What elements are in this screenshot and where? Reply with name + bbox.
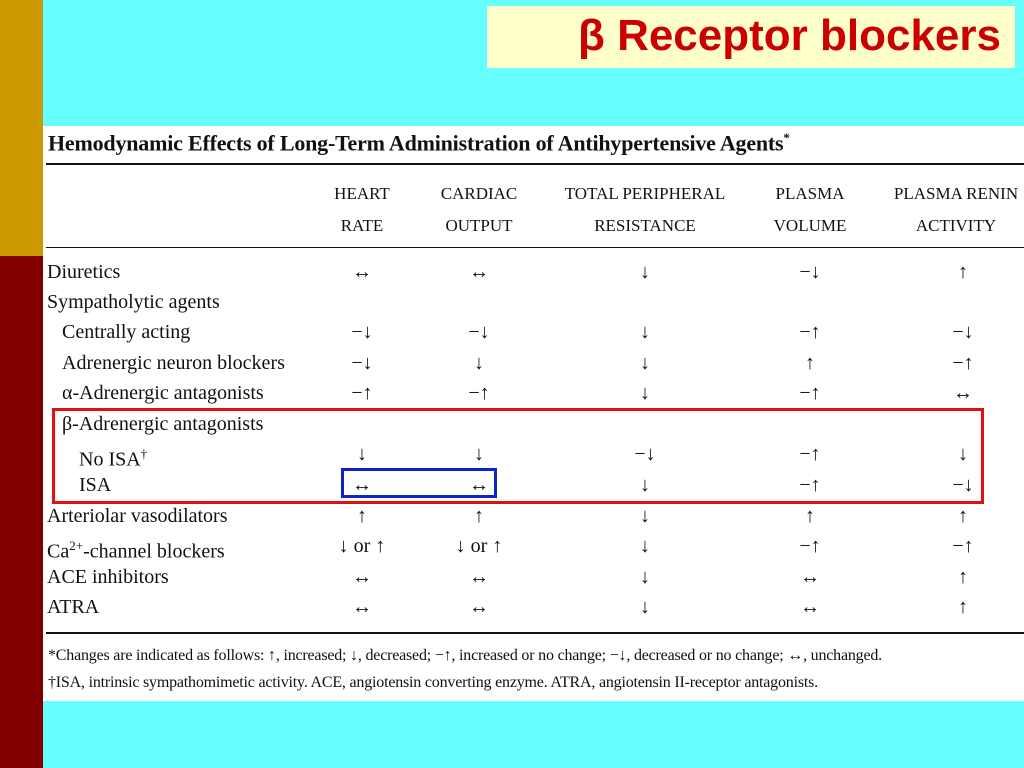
row-label: ATRA (47, 596, 100, 618)
cell-total-peripheral-resistance: ↓ (640, 505, 650, 527)
header-heart-rate (322, 178, 402, 242)
row-label: ACE inhibitors (47, 566, 169, 588)
row-label-text: No ISA (79, 448, 141, 471)
row-label-suffix: -channel blockers (83, 540, 225, 563)
row-label: Adrenergic neuron blockers (62, 352, 285, 374)
cell-total-peripheral-resistance: ↓ (640, 596, 650, 618)
cell-plasma-volume: −↑ (799, 382, 821, 404)
header-plasma-volume (760, 178, 860, 242)
row-label: Arteriolar vasodilators (47, 505, 228, 527)
cell-plasma-renin-activity: −↑ (952, 352, 974, 374)
table-row-arteriolar-vasodilators (43, 501, 1024, 531)
cell-heart-rate: ↓ or ↑ (338, 535, 386, 557)
table-row-sympatholytic-agents (43, 287, 1024, 317)
row-label-text: Ca (47, 540, 70, 563)
cell-heart-rate: ↔ (352, 596, 372, 618)
header-line2: RATE (340, 216, 384, 235)
cell-plasma-volume: −↑ (799, 321, 821, 343)
cell-cardiac-output: −↑ (468, 382, 490, 404)
table-row-ace-inhibitors (43, 562, 1024, 592)
cell-plasma-renin-activity: ↑ (958, 505, 968, 527)
footnote-abbreviations: †ISA, intrinsic sympathomimetic activity. ACE, angiotensin converting enzyme. ATRA, angiotensin II-receptor antagonists. (48, 674, 818, 691)
header-total-peripheral-resistance (560, 178, 730, 242)
top-rule (46, 163, 1024, 165)
cell-total-peripheral-resistance: ↓ (640, 352, 650, 374)
cell-total-peripheral-resistance: ↓ (640, 535, 650, 557)
cell-heart-rate: −↓ (351, 352, 373, 374)
cell-heart-rate: ↓ (357, 443, 367, 465)
slide-title-box (487, 6, 1015, 68)
cell-cardiac-output: ↓ (474, 443, 484, 465)
footnote-changes: *Changes are indicated as follows: ↑, increased; ↓, decreased; −↑, increased or no change; −↓, decreased or no change; ↔, unchanged. (48, 647, 882, 664)
row-label: Sympatholytic agents (47, 291, 220, 313)
cell-plasma-volume: ↑ (805, 352, 815, 374)
cell-total-peripheral-resistance: ↓ (640, 474, 650, 496)
slide-title: β Receptor blockers (577, 11, 1001, 60)
cell-plasma-volume: ↔ (800, 596, 820, 618)
cell-cardiac-output: ↔ (469, 261, 489, 283)
cell-total-peripheral-resistance: −↓ (634, 443, 656, 465)
cell-plasma-volume: −↑ (799, 474, 821, 496)
isa-unchanged-highlight-box (341, 468, 497, 498)
beta-blocker-highlight-box (52, 408, 984, 504)
cell-total-peripheral-resistance: ↓ (640, 261, 650, 283)
row-label-mark: † (140, 446, 148, 461)
cell-plasma-volume: ↔ (800, 566, 820, 588)
table-title-mark: * (783, 130, 790, 145)
cell-heart-rate: −↑ (351, 382, 373, 404)
cell-cardiac-output: ↓ or ↑ (455, 535, 503, 557)
cell-plasma-renin-activity: −↑ (952, 535, 974, 557)
header-line2: OUTPUT (445, 216, 513, 235)
header-line2: ACTIVITY (915, 216, 997, 235)
cell-cardiac-output: ↔ (469, 474, 489, 496)
table-title-text: Hemodynamic Effects of Long-Term Administration of Antihypertensive Agents (48, 130, 784, 156)
header-plasma-renin-activity (888, 178, 1024, 242)
cell-heart-rate: −↓ (351, 321, 373, 343)
header-line1: CARDIAC (440, 184, 518, 203)
header-line1: TOTAL PERIPHERAL (564, 184, 726, 203)
cell-total-peripheral-resistance: ↓ (640, 321, 650, 343)
cell-plasma-renin-activity: ↑ (958, 596, 968, 618)
cell-plasma-renin-activity: ↓ (958, 443, 968, 465)
row-label: Diuretics (47, 261, 121, 283)
header-rule (46, 247, 1024, 248)
bottom-rule (46, 632, 1024, 634)
row-label: ISA (79, 474, 112, 496)
cell-cardiac-output: ↔ (469, 596, 489, 618)
cell-plasma-volume: ↑ (805, 505, 815, 527)
row-label: Centrally acting (62, 321, 191, 343)
cell-heart-rate: ↔ (352, 566, 372, 588)
cell-plasma-renin-activity: ↑ (958, 566, 968, 588)
header-line2: VOLUME (773, 216, 847, 235)
cell-plasma-volume: −↑ (799, 443, 821, 465)
cell-plasma-renin-activity: −↓ (952, 474, 974, 496)
header-line2: RESISTANCE (594, 216, 696, 235)
cell-total-peripheral-resistance: ↓ (640, 566, 650, 588)
header-line1: HEART (334, 184, 390, 203)
header-line1: PLASMA (775, 184, 845, 203)
table-row-centrally-acting (43, 317, 1024, 347)
table-row-alpha-adrenergic-antagonists (43, 378, 1024, 408)
cell-heart-rate: ↔ (352, 474, 372, 496)
cell-cardiac-output: ↔ (469, 566, 489, 588)
cell-heart-rate: ↔ (352, 261, 372, 283)
left-accent-bar-maroon (0, 256, 43, 768)
table-row-atra (43, 592, 1024, 622)
cell-total-peripheral-resistance: ↓ (640, 382, 650, 404)
cell-plasma-renin-activity: ↔ (953, 382, 973, 404)
table-title (48, 130, 790, 156)
cell-cardiac-output: −↓ (468, 321, 490, 343)
row-label: α-Adrenergic antagonists (62, 382, 264, 404)
header-cardiac-output (429, 178, 529, 242)
cell-plasma-volume: −↓ (799, 261, 821, 283)
cell-heart-rate: ↑ (357, 505, 367, 527)
header-line1: PLASMA RENIN (893, 184, 1019, 203)
table-row-diuretics (43, 257, 1024, 287)
table-row-adrenergic-neuron-blockers (43, 348, 1024, 378)
cell-plasma-renin-activity: −↓ (952, 321, 974, 343)
cell-plasma-renin-activity: ↑ (958, 261, 968, 283)
cell-cardiac-output: ↓ (474, 352, 484, 374)
row-label: β-Adrenergic antagonists (62, 413, 264, 435)
table-row-ca-channel-blockers (43, 531, 1024, 561)
cell-cardiac-output: ↑ (474, 505, 484, 527)
cell-plasma-volume: −↑ (799, 535, 821, 557)
row-label-mark: 2+ (69, 538, 84, 553)
left-accent-bar-gold (0, 0, 43, 256)
